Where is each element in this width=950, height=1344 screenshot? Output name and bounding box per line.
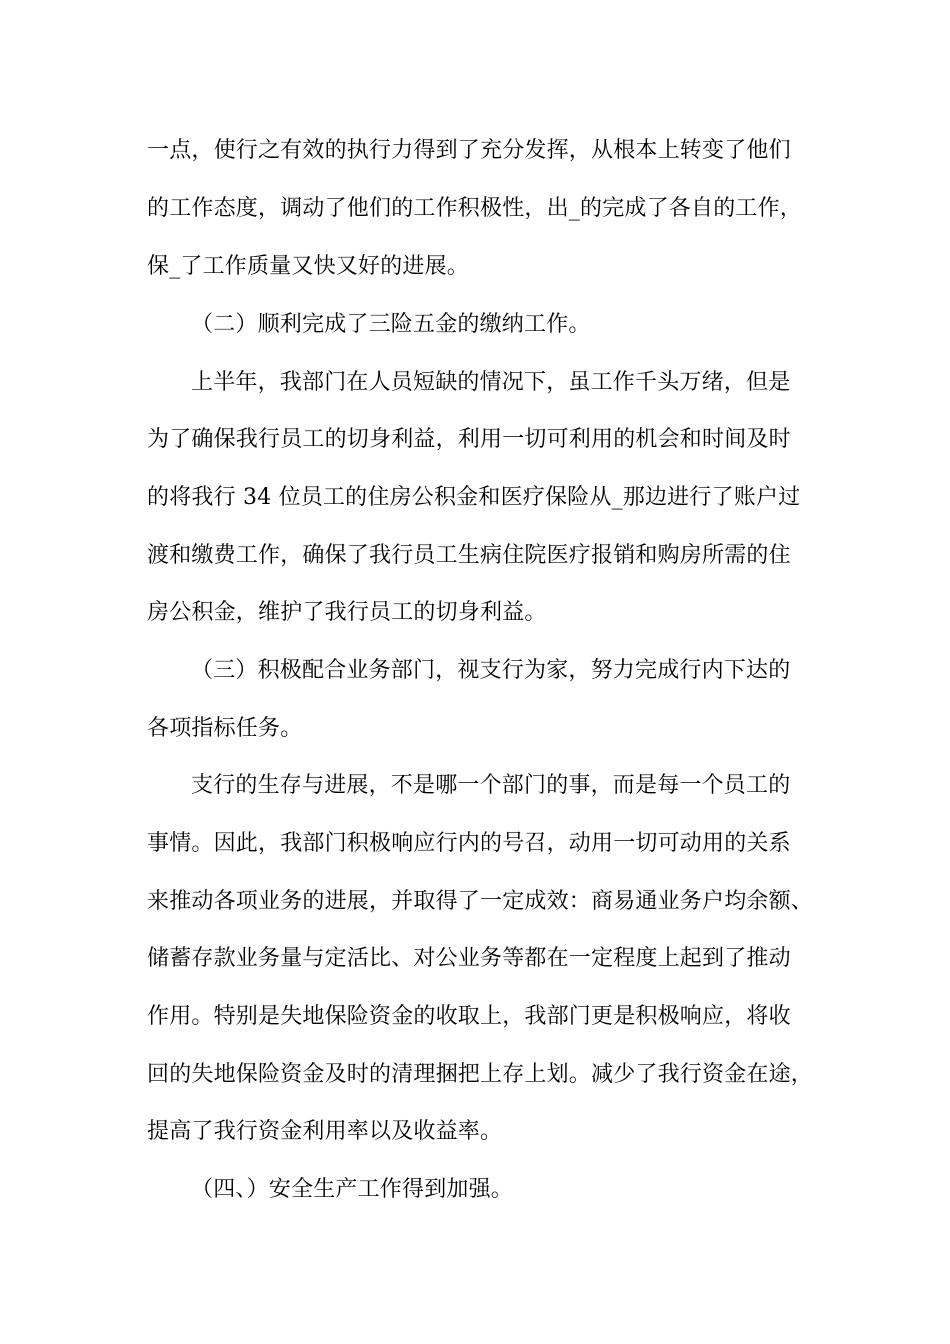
text-line: 的将我行 34 位员工的住房公积金和医疗保险从_那边进行了账户过 bbox=[147, 485, 801, 510]
text-line: 来推动各项业务的进展，并取得了一定成效：商易通业务户均余额、 bbox=[147, 889, 814, 914]
text-line: 事情。因此，我部门积极响应行内的号召，动用一切可动用的关系 bbox=[147, 831, 791, 856]
text-line: 的工作态度，调动了他们的工作积极性，出_的完成了各自的工作， bbox=[147, 196, 803, 221]
text-line: 支行的生存与进展，不是哪一个部门的事，而是每一个员工的 bbox=[191, 773, 791, 798]
text-line: 一点，使行之有效的执行力得到了充分发挥，从根本上转变了他们 bbox=[147, 138, 791, 163]
section-heading: （二）顺利完成了三险五金的缴纳工作。 bbox=[191, 312, 591, 337]
text-line: 保_了工作质量又快又好的进展。 bbox=[147, 254, 470, 279]
text-line: 提高了我行资金利用率以及收益率。 bbox=[147, 1119, 503, 1144]
text-line: 作用。特别是失地保险资金的收取上，我部门更是积极响应，将收 bbox=[147, 1004, 791, 1029]
text-line: 上半年，我部门在人员短缺的情况下，虽工作千头万绪，但是 bbox=[191, 370, 791, 395]
section-heading: （四、）安全生产工作得到加强。 bbox=[191, 1177, 514, 1202]
text-line: 储蓄存款业务量与定活比、对公业务等都在一定程度上起到了推动 bbox=[147, 946, 791, 971]
text-line: 回的失地保险资金及时的清理捆把上存上划。减少了我行资金在途， bbox=[147, 1062, 814, 1087]
section-heading: （三）积极配合业务部门，视支行为家，努力完成行内下达的 bbox=[191, 658, 791, 683]
text-line: 各项指标任务。 bbox=[147, 716, 303, 741]
text-line: 房公积金，维护了我行员工的切身利益。 bbox=[147, 600, 547, 625]
text-line: 为了确保我行员工的切身利益，利用一切可利用的机会和时间及时 bbox=[147, 427, 791, 452]
text-line: 渡和缴费工作，确保了我行员工生病住院医疗报销和购房所需的住 bbox=[147, 543, 791, 568]
